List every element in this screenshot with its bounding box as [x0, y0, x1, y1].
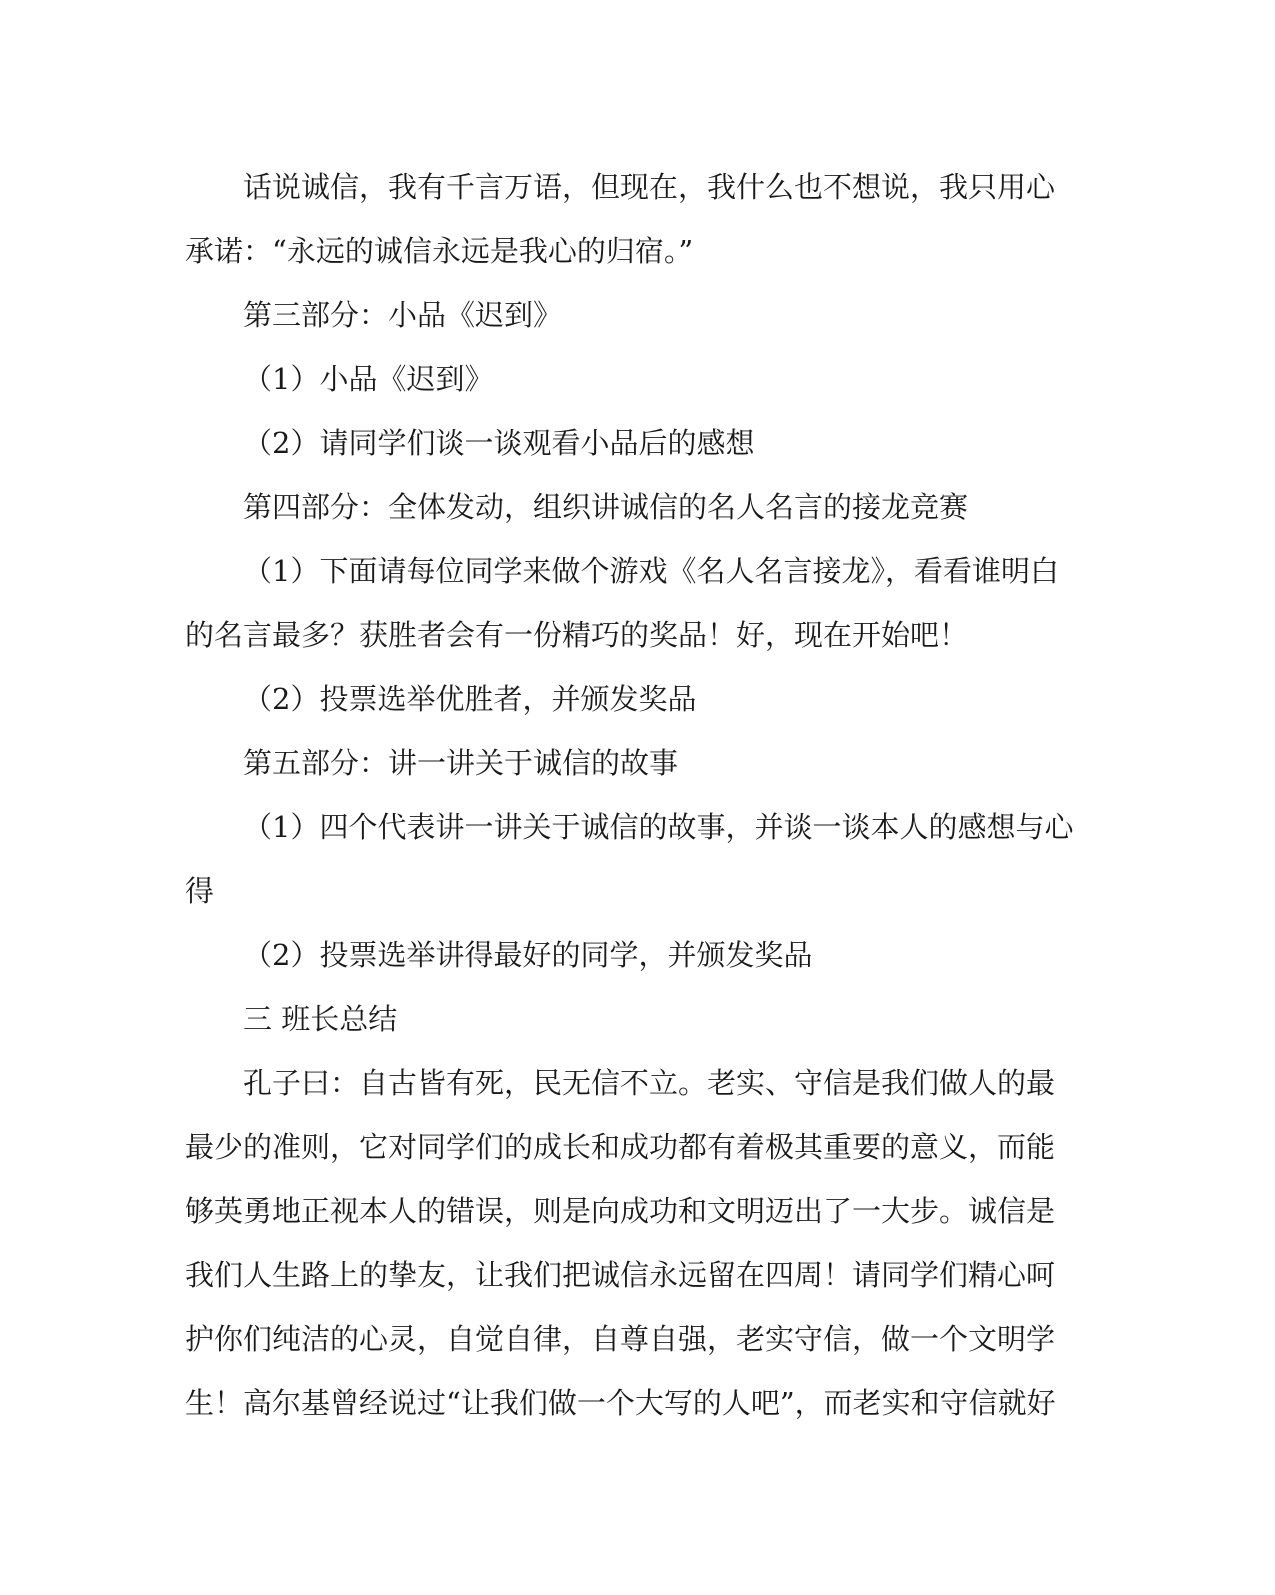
list-item — [185, 667, 1065, 731]
text-line: （1）四个代表讲一讲关于诚信的故事，并谈一谈本人的感想与心 — [243, 810, 1074, 844]
text-line: 第四部分：全体发动，组织讲诚信的名人名言的接龙竞赛 — [243, 490, 969, 524]
text-line: 够英勇地正视本人的错误，则是向成功和文明迈出了一大步。诚信是 — [185, 1194, 1056, 1228]
list-item — [185, 347, 1065, 411]
text-line: （2）投票选举讲得最好的同学，并颁发奖品 — [243, 938, 813, 972]
text-line: 第五部分：讲一讲关于诚信的故事 — [243, 746, 679, 780]
text-line: 三 班长总结 — [243, 1002, 398, 1036]
paragraph — [185, 155, 1065, 283]
text-line: 孔子曰：自古皆有死，民无信不立。老实、守信是我们做人的最 — [243, 1066, 1056, 1100]
paragraph — [185, 1051, 1065, 1435]
list-item — [185, 795, 1074, 923]
section-heading — [185, 987, 1065, 1051]
document-body — [185, 155, 1074, 1435]
text-line: （2）请同学们谈一谈观看小品后的感想 — [243, 426, 755, 460]
list-item — [185, 411, 1065, 475]
text-line: 得 — [185, 874, 215, 908]
text-line: 最少的准则，它对同学们的成长和成功都有着极其重要的意义，而能 — [185, 1130, 1056, 1164]
text-line: 第三部分：小品《迟到》 — [243, 298, 563, 332]
text-line: 话说诚信，我有千言万语，但现在，我什么也不想说，我只用心 — [243, 170, 1056, 204]
list-item — [185, 923, 1065, 987]
list-item — [185, 539, 1065, 667]
text-line: （2）投票选举优胜者，并颁发奖品 — [243, 682, 697, 716]
section-heading — [185, 731, 1065, 795]
text-line: 我们人生路上的挚友，让我们把诚信永远留在四周！请同学们精心呵 — [185, 1258, 1056, 1292]
text-line: （1）小品《迟到》 — [243, 362, 494, 396]
section-heading — [185, 283, 1065, 347]
text-line: 承诺：“永远的诚信永远是我心的归宿。” — [185, 234, 694, 268]
text-line: 的名言最多？获胜者会有一份精巧的奖品！好，现在开始吧！ — [185, 618, 969, 652]
text-line: （1）下面请每位同学来做个游戏《名人名言接龙》，看看谁明白 — [243, 554, 1059, 588]
text-line: 生！高尔基曾经说过“让我们做一个大写的人吧”，而老实和守信就好 — [185, 1386, 1056, 1420]
section-heading — [185, 475, 1065, 539]
text-line: 护你们纯洁的心灵，自觉自律，自尊自强，老实守信，做一个文明学 — [185, 1322, 1056, 1356]
